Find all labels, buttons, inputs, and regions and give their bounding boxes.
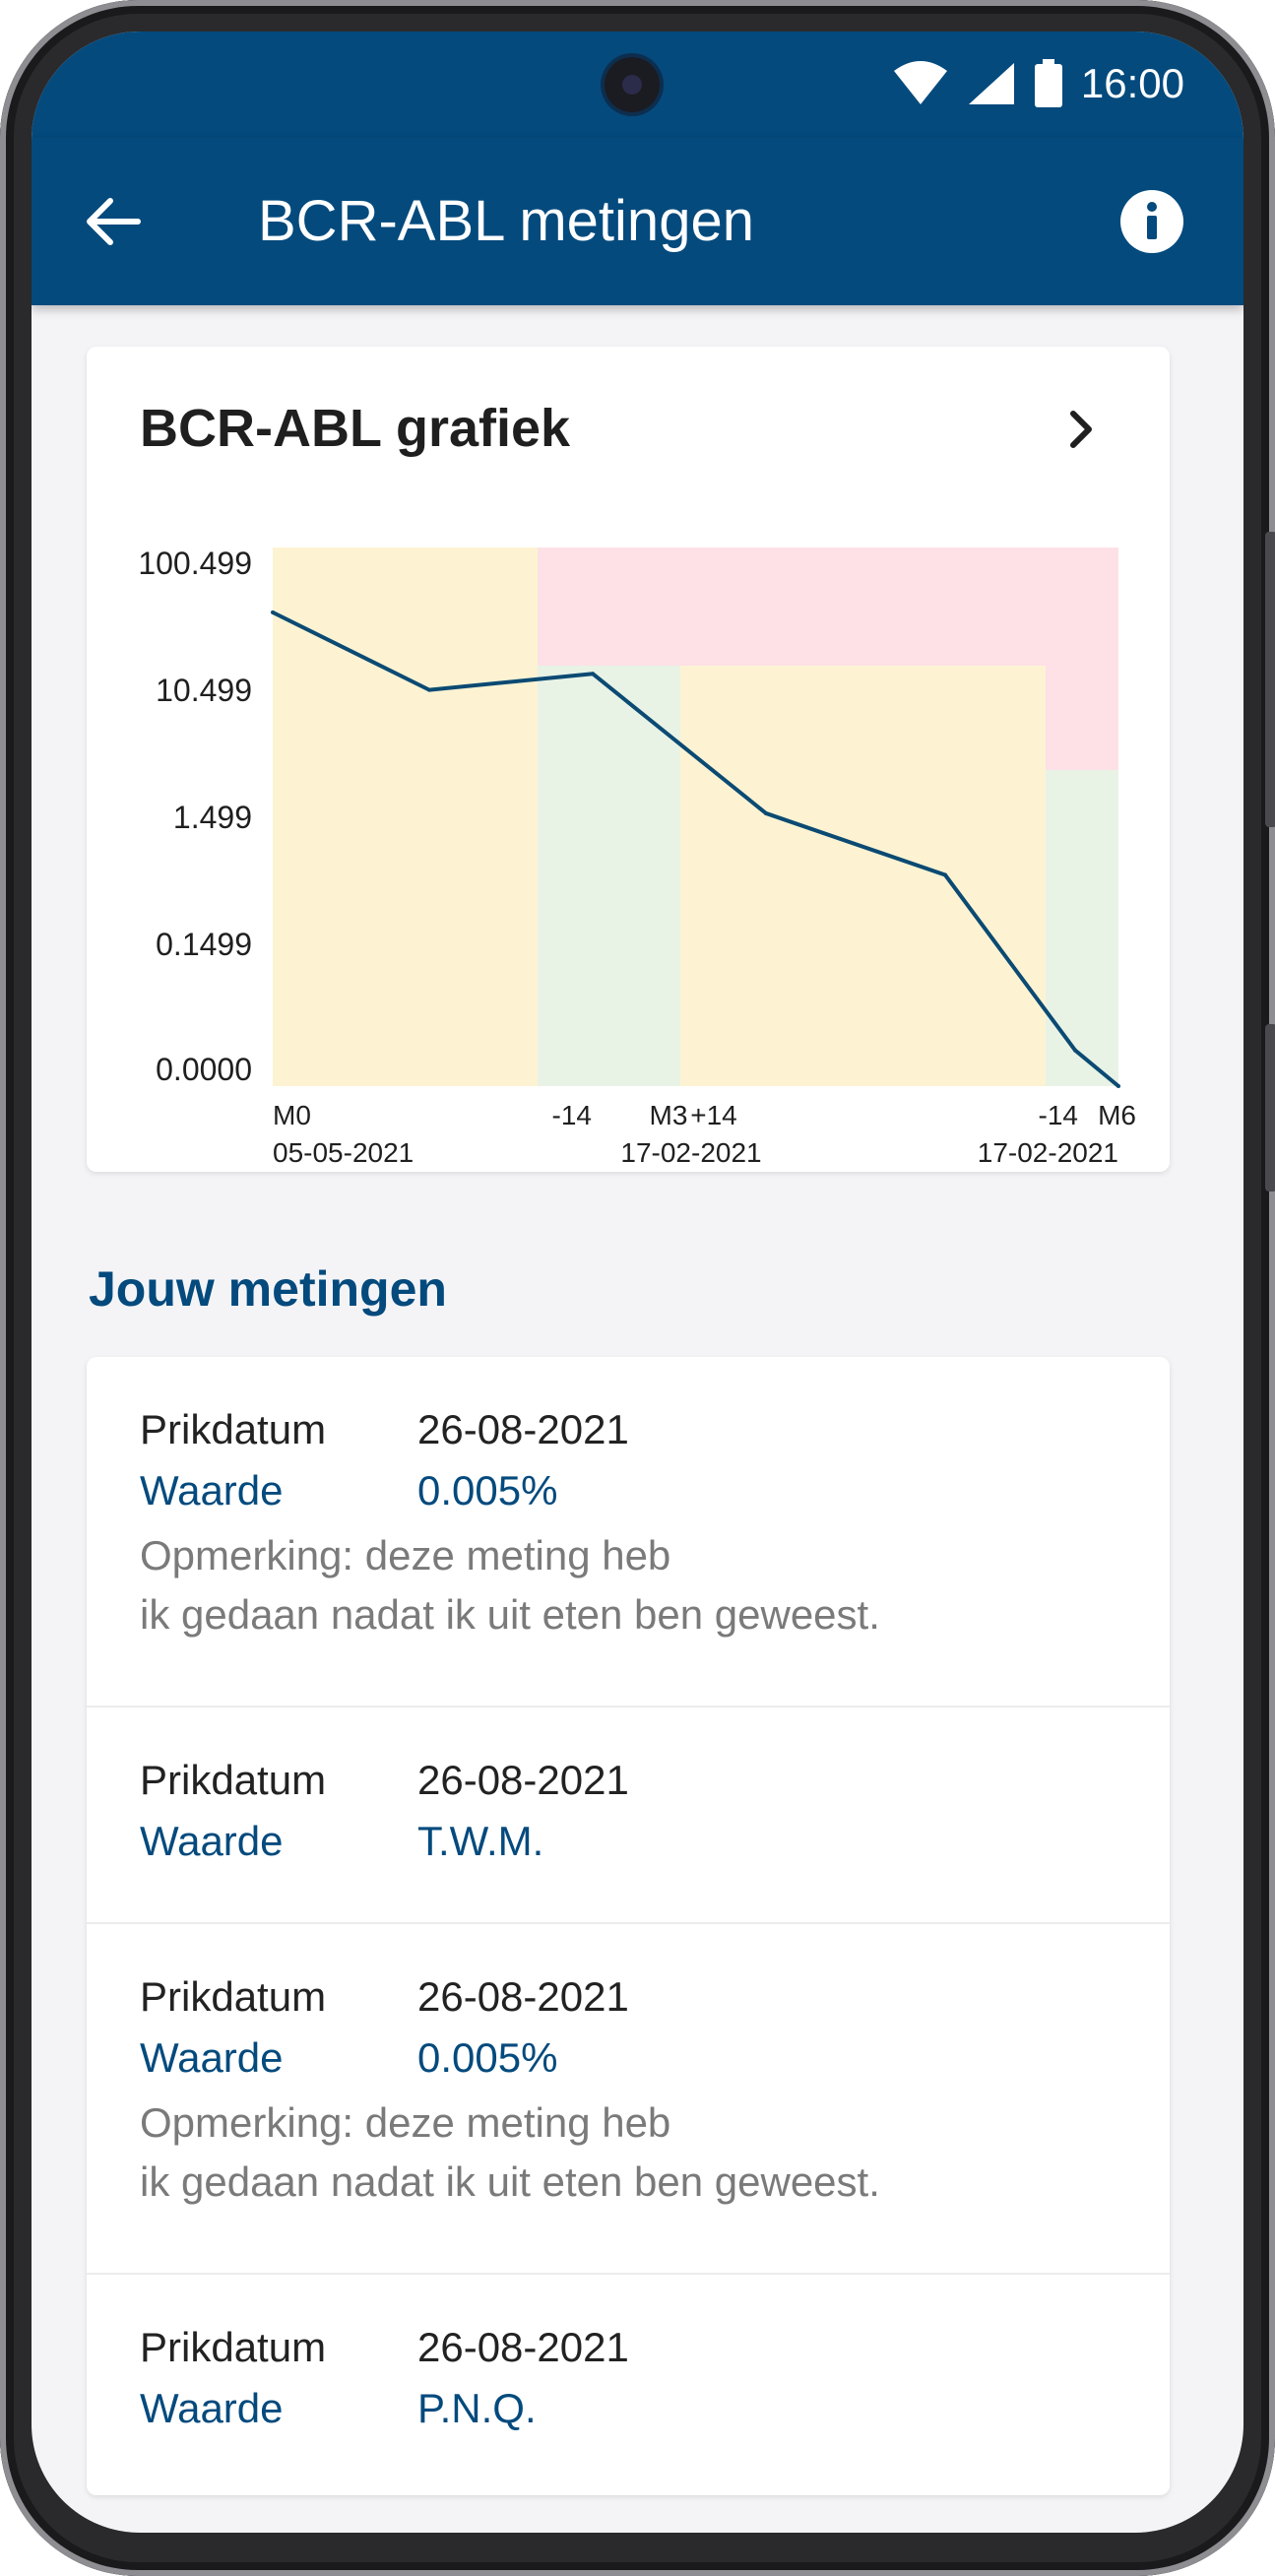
date-label: Prikdatum [140,1757,327,1803]
volume-button [1265,532,1275,827]
y-tick-label: 1.499 [172,800,252,835]
date-label: Prikdatum [140,1973,327,2020]
note-line: ik gedaan nadat ik uit eten ben geweest. [140,2158,880,2205]
measurement-value: T.W.M. [417,1818,544,1864]
zone-yellow [273,547,538,1086]
measurement-item[interactable] [87,1357,1170,1707]
status-bar [32,32,1243,138]
x-tick-label: -14 [1038,1100,1078,1130]
arrow-left-icon[interactable] [81,189,146,254]
y-tick-label: 0.1499 [156,927,252,962]
x-tick-label: M3 [649,1100,688,1130]
measurement-item[interactable] [87,1707,1170,1924]
data-point [943,873,947,877]
measurement-value: 0.005% [417,2034,558,2081]
x-date-label: 17-02-2021 [620,1137,762,1168]
status-time: 16:00 [1080,60,1184,106]
page-title: BCR-ABL metingen [258,189,754,253]
note-line: ik gedaan nadat ik uit eten ben geweest. [140,1591,880,1638]
signal-icon [967,61,1016,106]
note-text [140,1526,1124,1644]
screen [32,32,1243,2533]
value-label: Waarde [140,1818,284,1864]
value-label: Waarde [140,2385,284,2431]
y-tick-label: 10.499 [156,673,252,708]
date-value: 26-08-2021 [417,1973,629,2020]
measurement-value: P.N.Q. [417,2385,537,2431]
measurement-item[interactable] [87,2275,1170,2495]
note-line: Opmerking: deze meting heb [140,2099,671,2146]
note-text [140,2093,1124,2212]
info-icon[interactable] [1119,189,1184,254]
x-tick-label: M6 [1098,1100,1136,1130]
x-tick-label: M0 [273,1100,311,1130]
zone-yellow [680,666,1046,1086]
note-line: Opmerking: deze meting heb [140,1532,671,1578]
data-point [1073,1049,1077,1053]
front-camera [605,57,660,112]
chart-title: BCR-ABL grafiek [140,399,571,458]
value-label: Waarde [140,2034,284,2081]
x-tick-label: +14 [690,1100,737,1130]
measurement-item[interactable] [87,1924,1170,2275]
data-point [764,811,768,815]
x-date-label: 17-02-2021 [977,1137,1118,1168]
wifi-icon [892,61,949,106]
x-date-label: 05-05-2021 [273,1137,414,1168]
measurement-list [87,1357,1170,2495]
data-point [591,672,595,676]
data-point [1116,1084,1120,1088]
y-tick-label: 0.0000 [156,1052,252,1087]
section-title: Jouw metingen [89,1261,447,1317]
measurement-value: 0.005% [417,1467,558,1513]
status-icons [892,49,1184,118]
date-label: Prikdatum [140,2324,327,2370]
zone-green [1046,770,1118,1086]
data-point [271,611,275,614]
date-value: 26-08-2021 [417,1757,629,1803]
chart-card[interactable] [87,347,1170,1172]
date-value: 26-08-2021 [417,1406,629,1452]
date-value: 26-08-2021 [417,2324,629,2370]
value-label: Waarde [140,1467,284,1513]
data-point [427,688,431,692]
x-tick-label: -14 [551,1100,592,1130]
y-tick-label: 100.499 [138,546,252,581]
app-bar [32,138,1243,305]
date-label: Prikdatum [140,1406,327,1452]
power-button [1265,1024,1275,1191]
battery-icon [1034,59,1063,108]
bcr-abl-chart [87,347,1170,1172]
